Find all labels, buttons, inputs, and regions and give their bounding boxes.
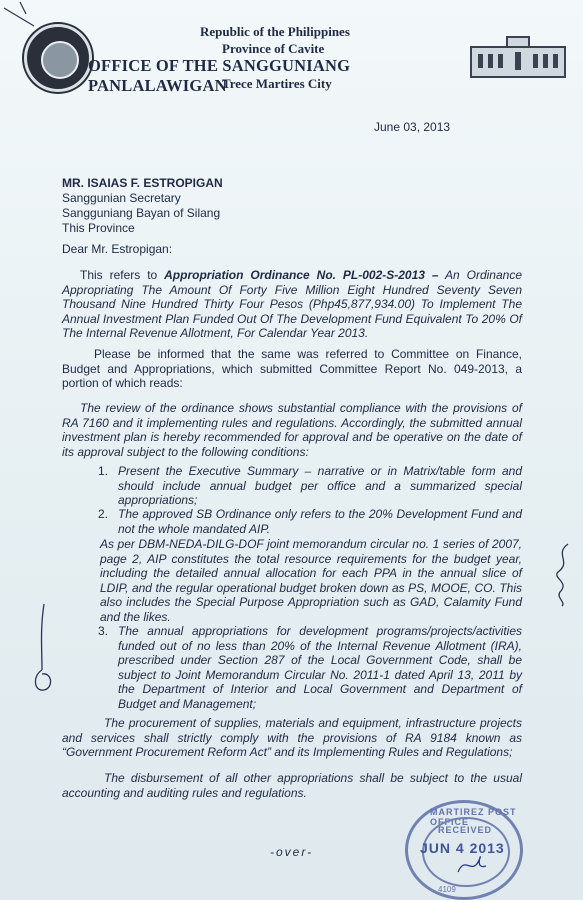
condition-number: 3.: [98, 624, 109, 638]
condition-item: [98, 624, 522, 711]
salutation: Dear Mr. Estropigan:: [62, 242, 173, 256]
addressee-title: Sanggunian Secretary: [62, 191, 181, 205]
paragraph-reference: [62, 268, 522, 341]
header-republic: Republic of the Philippines: [200, 24, 350, 39]
addressee-office: Sangguniang Bayan of Silang: [62, 206, 221, 220]
header-province: Province of Cavite: [222, 41, 325, 56]
memorandum-note: As per DBM-NEDA-DILG-DOF joint memorandum circular no. 1 series of 2007, page 2, AIP constitutes the total resource requirements for the budget year, including the detailed annual allocation for each PPA in the annual slice of LDIP, and the regular operational budget broken down as PS, MOOE, CO. This also includes the Special Purpose Appropriation such as GAD, Calamity Fund and the likes.: [100, 537, 522, 624]
capitol-windows-icon: [472, 48, 564, 76]
condition-text: The annual appropriations for development programs/projects/activities funded out of no less than 20% of the Internal Revenue Allotment (IRA), prescribed under Section 287 of the Local Government Code, shall be subject to Joint Memorandum Circular No. 2011-1 dated April 13, 2011 by the Department of Interior and Local Government and Department of Budget and Management;: [118, 624, 522, 711]
condition-number: 1.: [98, 464, 109, 478]
condition-item: [98, 464, 522, 508]
addressee-place: This Province: [62, 221, 135, 235]
paragraph-procurement: The procurement of supplies, materials and equipment, infrastructure projects and services shall strictly comply with the provisions of RA 9184 known as “Government Procurement Reform Act” and its Implementing Rules and Regulations;: [62, 716, 522, 759]
p1-lead: This refers to: [80, 268, 165, 282]
paragraph-review: The review of the ordinance shows substantial compliance with the provisions of RA 7160 and it implementing rules and regulations. Accordingly, the submitted annual investment plan is hereby recommended for approval and be operative on the date of its approval subject to the following conditions:: [62, 401, 522, 459]
stamp-date: JUN 4 2013: [420, 840, 505, 856]
initials-signature-icon: [548, 540, 578, 610]
capitol-building-icon: [470, 46, 566, 78]
ordinance-title: An Ordinance Appropriating The Amount Of Forty Five Million Eight Hundred Seventy Seven Thousand Nine Hundred Thirty Four Pesos (Php45,877,934.00) To Implement The Annual Investment Plan Funded Out Of The Development Fund Equivalent To 20% Of The Internal Revenue Allotment, For Calendar Year 2013.: [62, 268, 522, 340]
corner-mark-icon: [0, 0, 40, 30]
condition-text: Present the Executive Summary – narrative or in Matrix/table form and should include annual budget per office and a summarized special appropriations;: [118, 464, 522, 507]
provincial-seal-icon: [24, 24, 92, 92]
stamp-number: 4109: [438, 885, 456, 894]
stamp-signature-icon: [452, 848, 492, 882]
stamp-post-office: MARTIREZ POST OFFICE: [430, 807, 517, 827]
condition-item: [98, 507, 522, 536]
margin-scribble-icon: [30, 600, 70, 700]
stamp-received: RECEIVED: [438, 825, 493, 835]
addressee-block: [62, 176, 223, 236]
addressee-name: MR. ISAIAS F. ESTROPIGAN: [62, 176, 223, 190]
condition-number: 2.: [98, 507, 109, 521]
page-footer-over: -over-: [270, 845, 314, 859]
letter-date: June 03, 2013: [374, 120, 451, 134]
paragraph-disbursement: The disbursement of all other appropriations shall be subject to the usual accounting and auditing rules and regulations.: [62, 771, 522, 800]
ordinance-number: Appropriation Ordinance No. PL-002-S-2013 –: [164, 268, 439, 282]
seal-center: [41, 41, 79, 79]
header-office: OFFICE OF THE SANGGUNIANG PANLALAWIGAN: [88, 56, 351, 95]
condition-text: The approved SB Ordinance only refers to the 20% Development Fund and not the whole mandated AIP.: [118, 507, 522, 536]
header-city: Trece Martires City: [222, 76, 332, 91]
paragraph-committee: Please be informed that the same was referred to Committee on Finance, Budget and Appropriations, which submitted Committee Report No. 049-2013, a portion of which reads:: [62, 347, 522, 390]
